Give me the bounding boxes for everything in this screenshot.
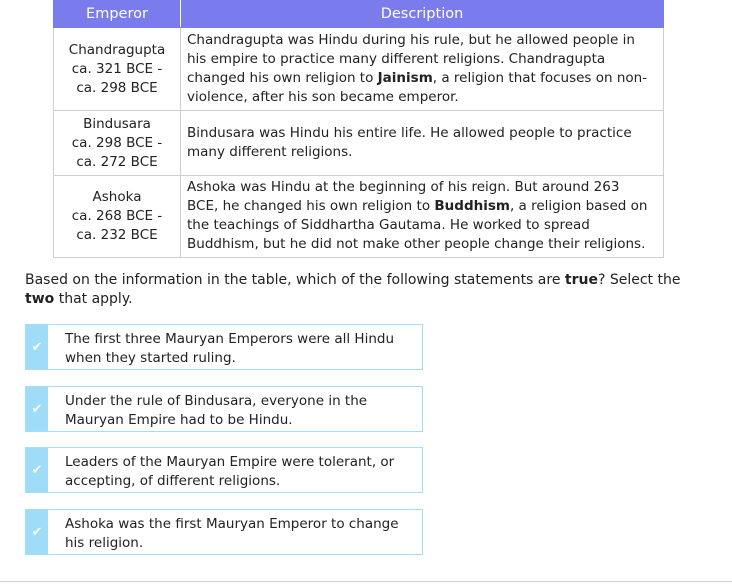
choice-line: Mauryan Empire had to be Hindu. [65,412,293,428]
table-row [54,111,664,176]
reign-start: ca. 268 BCE - [71,208,163,224]
emperor-name: Ashoka [92,189,142,205]
description-line: Buddhism, but he did not make other people change their religions. [187,236,646,252]
answer-choice-1[interactable] [25,324,423,370]
bottom-divider [0,581,732,582]
description-line: Chandragupta was Hindu during his rule, but he allowed people in [187,31,635,48]
description-line [187,69,659,88]
reign-end: ca. 272 BCE [76,153,158,170]
bold-term: Jainism [377,69,433,86]
text-run: , a religion that focuses on non- [432,69,648,86]
table-header-row [54,1,664,28]
choice-line: Under the rule of Bindusara, everyone in the [65,393,368,409]
reign-end: ca. 298 BCE [76,79,158,96]
choice-label [65,330,414,368]
checkbox[interactable] [26,387,48,431]
description-line [187,197,659,216]
description-line: many different religions. [187,143,353,160]
description-cell [181,176,664,258]
header-emperor: Emperor [54,1,181,28]
description-line: violence, after his son became emperor. [187,88,459,105]
reign-end: ca. 232 BCE [76,227,158,243]
text-run: changed his own religion to [187,69,378,86]
emperor-cell [54,176,181,258]
description-cell [181,111,664,176]
check-icon: ✔ [31,339,43,355]
choice-line: Ashoka was the first Mauryan Emperor to change [65,516,399,532]
checkbox[interactable] [26,325,48,369]
answer-choice-2[interactable] [25,386,423,432]
choice-line: when they started ruling. [65,350,236,366]
description-line: the teachings of Siddhartha Gautama. He worked to spread [187,217,590,233]
question-text: Based on the information in the table, which of the following statements are [25,272,565,288]
text-run: , a religion based on [509,198,648,214]
choice-line: The first three Mauryan Emperors were all Hindu [65,331,395,347]
table-row [54,176,664,258]
table-row [54,28,664,111]
emperor-name: Bindusara [83,115,151,132]
text-run: BCE, he changed his own religion to [187,198,435,214]
reign-start: ca. 321 BCE - [71,60,163,77]
description-line: Bindusara was Hindu his entire life. He allowed people to practice [187,124,632,141]
emperor-name: Chandragupta [68,41,166,58]
question-text: that apply. [54,291,133,307]
bold-term: Buddhism [434,198,510,214]
answer-choice-4[interactable] [25,509,423,555]
emperor-cell [54,111,181,176]
description-cell [181,28,664,111]
question-prompt [25,271,685,309]
choice-label [65,392,414,430]
choice-line: accepting, of different religions. [65,473,281,489]
choice-line: Leaders of the Mauryan Empire were tolerant, or [65,454,395,470]
check-icon: ✔ [31,401,43,417]
choice-line: his religion. [65,535,144,551]
emperor-cell [54,28,181,111]
question-emphasis: true [564,272,598,288]
answer-choice-3[interactable] [25,447,423,493]
description-line: his empire to practice many different religions. Chandragupta [187,50,606,67]
reign-start: ca. 298 BCE - [71,134,163,151]
question-emphasis: two [25,291,55,307]
question-text: ? Select the [597,272,681,288]
checkbox[interactable] [26,448,48,492]
check-icon: ✔ [31,462,43,478]
choice-label [65,453,414,491]
choice-label [65,515,414,553]
description-line: Ashoka was Hindu at the beginning of his reign. But around 263 [187,179,620,195]
checkbox[interactable] [26,510,48,554]
header-description: Description [181,1,664,28]
emperor-table [53,0,664,258]
check-icon: ✔ [31,524,43,540]
